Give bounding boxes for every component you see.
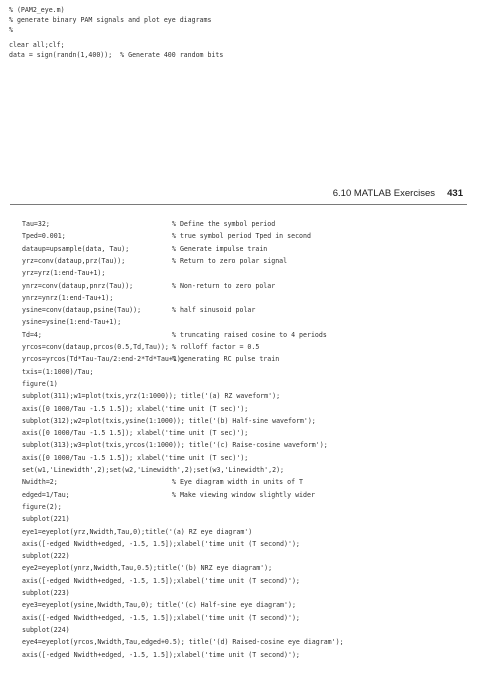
code-text: edged=1/Tau; bbox=[22, 490, 70, 499]
code-line bbox=[22, 232, 473, 241]
code-comment: % half sinusoid polar bbox=[172, 306, 256, 315]
code-line bbox=[22, 626, 473, 635]
code-text: subplot(311);w1=plot(txis,yrz(1:1000)); title('(a) RZ waveform'); bbox=[22, 392, 281, 401]
code-comment: % Make viewing window slightly wider bbox=[172, 490, 315, 499]
code-text: txis=(1:1000)/Tau; bbox=[22, 367, 94, 376]
code-line bbox=[22, 429, 473, 438]
code-text: axis([-edged Nwidth+edged, -1.5, 1.5]);xlabel('time unit (T second)'); bbox=[22, 576, 300, 585]
code-line bbox=[22, 405, 473, 414]
code-text: subplot(223) bbox=[22, 589, 70, 597]
code-text: eye2=eyeplot(ynrz,Nwidth,Tau,0.5);title('(b) NRZ eye diagram'); bbox=[22, 564, 273, 573]
code-text: axis([-edged Nwidth+edged, -1.5, 1.5]);xlabel('time unit (T second)'); bbox=[22, 539, 300, 548]
code-text: axis([0 1000/Tau -1.5 1.5]); xlabel('time unit (T sec)'); bbox=[22, 453, 249, 462]
page-header bbox=[0, 188, 477, 202]
code-text: subplot(222) bbox=[22, 552, 70, 561]
code-comment: % generating RC pulse train bbox=[172, 355, 280, 364]
code-line bbox=[22, 528, 473, 537]
code-text: axis([0 1000/Tau -1.5 1.5]); xlabel('time unit (T sec)'); bbox=[22, 429, 249, 438]
code-comment: % rolloff factor = 0.5 bbox=[172, 343, 260, 351]
header-divider bbox=[10, 204, 467, 205]
code-line bbox=[22, 491, 473, 500]
code-text: axis([0 1000/Tau -1.5 1.5]); xlabel('time unit (T sec)'); bbox=[22, 404, 249, 413]
code-comment: % Generate impulse train bbox=[172, 244, 268, 253]
code-text: subplot(313);w3=plot(txis,yrcos(1:1000)); title('(c) Raise-cosine waveform'); bbox=[22, 441, 328, 450]
page-number: 431 bbox=[447, 188, 463, 199]
code-line bbox=[22, 282, 473, 291]
code-text: subplot(221) bbox=[22, 515, 70, 524]
code-text: ynrz=ynrz(1:end-Tau+1); bbox=[22, 293, 114, 302]
code-text: axis([-edged Nwidth+edged, -1.5, 1.5]);xlabel('time unit (T second)'); bbox=[22, 613, 300, 622]
code-line bbox=[22, 306, 473, 315]
code-text: yrz=yrz(1:end-Tau+1); bbox=[22, 269, 106, 278]
code-text: yrcos=conv(dataup,prcos(0.5,Td,Tau)); bbox=[22, 343, 169, 351]
code-line bbox=[22, 355, 473, 364]
code-comment: % Non-return to zero polar bbox=[172, 281, 276, 290]
code-line bbox=[22, 245, 473, 254]
code-line bbox=[22, 441, 473, 450]
code-line bbox=[22, 515, 473, 524]
code-line: % generate binary PAM signals and plot eye diagrams bbox=[9, 16, 212, 24]
code-text: eye3=eyeplot(ysine,Nwidth,Tau,0); title('(c) Half-sine eye diagram'); bbox=[22, 601, 296, 610]
code-text: axis([-edged Nwidth+edged, -1.5, 1.5]);xlabel('time unit (T second)'); bbox=[22, 650, 300, 659]
code-line bbox=[22, 331, 473, 340]
code-line bbox=[22, 343, 473, 352]
code-line bbox=[22, 392, 473, 401]
code-text: figure(1) bbox=[22, 379, 58, 388]
code-line bbox=[22, 552, 473, 561]
code-text: yrcos=yrcos(Td*Tau-Tau/2:end-2*Td*Tau+1); bbox=[22, 355, 185, 364]
code-line bbox=[22, 540, 473, 549]
code-line bbox=[22, 638, 473, 647]
code-line bbox=[22, 503, 473, 512]
code-line bbox=[22, 417, 473, 426]
code-text: figure(2); bbox=[22, 502, 62, 511]
code-comment: % true symbol period Tped in second bbox=[172, 232, 311, 241]
code-text: Td=4; bbox=[22, 330, 42, 339]
code-text: ysine=ysine(1:end-Tau+1); bbox=[22, 318, 122, 327]
code-line bbox=[22, 368, 473, 377]
code-listing bbox=[0, 220, 477, 700]
code-text: eye1=eyeplot(yrz,Nwidth,Tau,0);title('(a) RZ eye diagram') bbox=[22, 527, 253, 536]
code-comment: % Eye diagram width in units of T bbox=[172, 478, 304, 487]
code-text: eye4=eyeplot(yrcos,Nwidth,Tau,edged+0.5); title('(d) Raised-cosine eye diagram'); bbox=[22, 638, 344, 647]
code-line bbox=[22, 220, 473, 229]
code-text: yrz=conv(dataup,prz(Tau)); bbox=[22, 256, 126, 265]
code-line bbox=[22, 589, 473, 598]
section-title: 6.10 MATLAB Exercises bbox=[332, 188, 435, 199]
code-comment: % Return to zero polar signal bbox=[172, 256, 288, 265]
code-line bbox=[22, 454, 473, 463]
code-line: data = sign(randn(1,400)); % Generate 400 random bits bbox=[9, 51, 224, 59]
top-code-snippet bbox=[0, 6, 477, 66]
code-text: subplot(224) bbox=[22, 625, 70, 634]
code-line bbox=[22, 614, 473, 623]
code-line bbox=[22, 380, 473, 389]
code-text: Tau=32; bbox=[22, 220, 50, 228]
code-text: set(w1,'Linewidth',2);set(w2,'Linewidth',2);set(w3,'Linewidth',2); bbox=[22, 466, 285, 474]
code-line bbox=[22, 318, 473, 327]
code-text: Tped=0.001; bbox=[22, 232, 66, 241]
code-line: % bbox=[9, 26, 13, 34]
code-line: clear all;clf; bbox=[9, 41, 65, 49]
code-line bbox=[22, 269, 473, 278]
code-line bbox=[22, 577, 473, 586]
code-line bbox=[22, 294, 473, 303]
code-line bbox=[22, 478, 473, 487]
code-comment: % Define the symbol period bbox=[172, 220, 276, 228]
code-text: subplot(312);w2=plot(txis,ysine(1:1000)); title('(b) Half-sine waveform'); bbox=[22, 416, 316, 425]
code-text: ynrz=conv(dataup,pnrz(Tau)); bbox=[22, 281, 134, 290]
code-line bbox=[22, 257, 473, 266]
code-text: Nwidth=2; bbox=[22, 478, 58, 487]
code-text: dataup=upsample(data, Tau); bbox=[22, 244, 130, 253]
code-line bbox=[22, 466, 473, 475]
code-line: % (PAM2_eye.m) bbox=[9, 6, 65, 14]
code-line bbox=[22, 601, 473, 610]
code-text: ysine=conv(dataup,psine(Tau)); bbox=[22, 306, 142, 315]
code-line bbox=[22, 564, 473, 573]
code-comment: % truncating raised cosine to 4 periods bbox=[172, 330, 327, 339]
code-line bbox=[22, 651, 473, 660]
